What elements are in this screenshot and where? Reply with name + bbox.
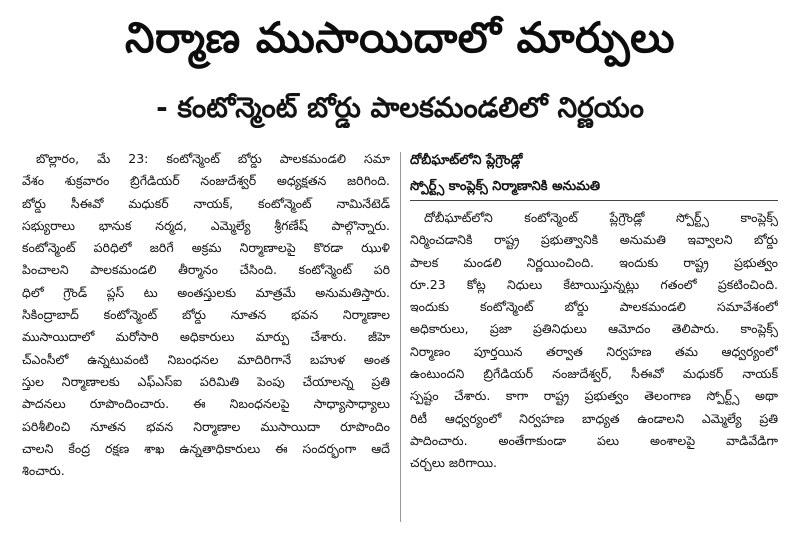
- left-line: పాదనలు రూపొందించారు. ఈ నిబంధనలపై సాధ్యాసాధ్యాలు: [22, 396, 390, 412]
- left-line: పించాలని పాలకమండలి తీర్మానం చేసింది. కంటోన్మెంట్ పరి: [22, 262, 390, 278]
- right-line: నిర్మాణం పూర్తయిన తర్వాత నిర్వహణ తమ ఆధ్వర్యంలో: [410, 343, 778, 359]
- right-line: ఉంటుందని బ్రిగేడియర్ నంజుదేశ్వర్, సీఈవో మధుకర్ నాయక్: [410, 366, 778, 382]
- right-line: స్పష్టం చేశారు. కాగా రాష్ట్ర ప్రభుత్వం తెలంగాణ స్పోర్ట్స్ అథా: [410, 388, 778, 404]
- right-line: రూ.23 కోట్ల నిధులు కేటాయిస్తున్నట్లు గతంలో ప్రకటించింది.: [410, 276, 778, 292]
- right-line: చర్చలు జరిగాయి.: [410, 455, 498, 471]
- right-line: అధికారులు, ప్రజా ప్రతినిధులు ఆమోదం తెలిపారు. కాంప్లెక్స్: [410, 321, 778, 337]
- left-column: [22, 148, 390, 482]
- right-line: నిర్మించడానికి రాష్ట్ర ప్రభుత్వానికి అనుమతి ఇవ్వాలని బోర్డు: [410, 232, 778, 248]
- left-line: సికింద్రాబాద్ కంటోన్మెంట్ బోర్డు నూతన భవన నిర్మాణాల: [22, 307, 390, 323]
- left-line: శించారు.: [22, 463, 65, 479]
- left-line: ముసాయిదాలో మరోసారి అధికారులు మార్పు చేశారు. జీహె: [22, 329, 390, 345]
- subheadline: - కంటోన్మెంట్ బోర్డు పాలకమండలిలో నిర్ణయం: [156, 91, 644, 124]
- left-line: పరిశీలించి నూతన భవన నిర్మాణాల ముసాయిదా రూపొందిం: [22, 418, 390, 434]
- left-line: సభ్యురాలు భానుక నర్మద, ఎమ్మెల్యే శ్రీగణేష్ పాల్గొన్నారు.: [22, 217, 390, 233]
- right-line: పాదించారు. అంతేగాకుండా పలు అంశాలపై వాడివేడిగా: [410, 432, 778, 448]
- left-line: ధిలో గ్రౌండ్ ప్లస్ టు అంతస్తులకు మాత్రమే అనుమతిస్తారు.: [22, 284, 390, 300]
- left-line: బోర్డు సీఈవో మధుకర్ నాయక్, కంటోన్మెంట్ నామినేటెడ్: [22, 195, 390, 211]
- right-subheading: [410, 148, 778, 201]
- left-line: చ్ఎంసీలో ఉన్నటువంటి నిబంధనల మాదిరిగానే బహుళ అంత: [22, 351, 390, 367]
- left-line: వేశం శుక్రవారం బ్రిగేడియర్ నంజుదేశ్వర్ అధ్యక్షతన జరిగింది.: [22, 173, 390, 189]
- right-column: [410, 148, 778, 475]
- article-columns: [22, 148, 778, 548]
- right-line: ఇందుకు కంటోన్మెంట్ బోర్డు పాలకమండలి సమావేశంలో: [410, 299, 778, 315]
- right-subhead-line: స్పోర్ట్స్ కాంప్లెక్స్ నిర్మాణానికి అనుమతి: [410, 179, 601, 194]
- right-line: రిటీ ఆధ్వర్యంలో నిర్వహణ బాధ్యత ఉండాలని ఎమ్మెల్యే ప్రతి: [410, 410, 778, 426]
- right-line: దోబీఘాట్‌లోని కంటోన్మెంట్ ప్లేగ్రౌండ్లో స్పోర్ట్స్ కాంప్లెక్స్: [424, 210, 778, 225]
- right-subhead-line: దోబీఘాట్‌లోని ప్లేగ్రౌండ్లో: [410, 153, 523, 168]
- left-line: బొల్లారం, మే 23: కంటోన్మెంట్ బోర్డు పాలకమండలి సమా: [36, 151, 390, 166]
- left-line: కంటోన్మెంట్ పరిధిలో జరిగే అక్రమ నిర్మాణాలపై కొరడా ఝుళి: [22, 240, 390, 256]
- left-line: స్తుల నిర్మాణాలకు ఎఫ్ఎస్ఐ పరిమితి పెంపు చేయాలన్న ప్రతి: [22, 373, 390, 389]
- column-divider: [400, 152, 401, 522]
- headline: నిర్మాణ ముసాయిదాలో మార్పులు: [125, 13, 675, 62]
- right-line: పాలక మండలి నిర్ణయించింది. ఇందుకు రాష్ట్ర ప్రభుత్వం: [410, 254, 778, 270]
- left-line: చాలని కేంద్ర రక్షణ శాఖ ఉన్నతాధికారులు ఈ సందర్భంగా ఆదే: [22, 440, 390, 456]
